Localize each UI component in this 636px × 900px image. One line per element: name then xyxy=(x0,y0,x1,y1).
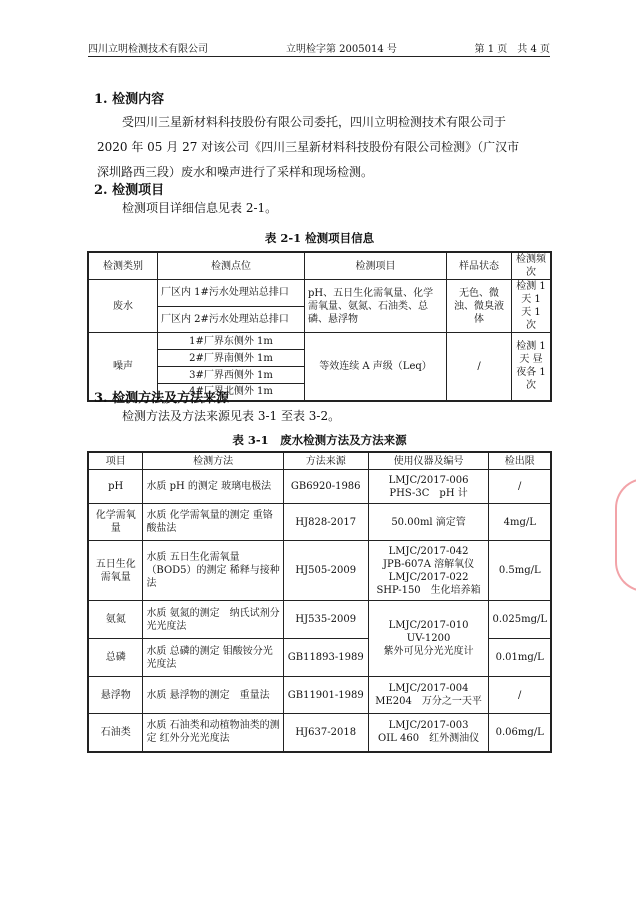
source-cell: HJ505-2009 xyxy=(283,541,368,601)
table-row xyxy=(88,714,551,752)
category-cell: 废水 xyxy=(88,280,158,333)
item-cell: pH xyxy=(88,470,143,504)
instrument-line: LMJC/2017-010 xyxy=(388,620,469,631)
freq-cell: 检测 1 天 昼夜各 1 次 xyxy=(512,333,552,401)
instrument-line: LMJC/2017-042 xyxy=(388,545,469,557)
point-cell: 4#厂界北侧外 1m xyxy=(158,384,305,401)
instrument-cell xyxy=(368,470,489,504)
instrument-line: LMJC/2017-006 xyxy=(388,474,469,486)
col-header: 样品状态 xyxy=(447,252,512,280)
method-cell: 水质 总磷的测定 钼酸铵分光光度法 xyxy=(143,639,283,677)
source-cell: HJ637-2018 xyxy=(283,714,368,752)
table-row xyxy=(88,677,551,714)
method-cell: 水质 石油类和动植物油类的测定 红外分光光度法 xyxy=(143,714,283,752)
col-header: 检测方法 xyxy=(143,452,283,470)
company-name: 四川立明检测技术有限公司 xyxy=(88,44,208,55)
table-row xyxy=(88,541,551,601)
section-1-line-3: 深圳路西三段）废水和噪声进行了采样和现场检测。 xyxy=(97,165,374,179)
instrument-line: OIL 460 红外测油仪 xyxy=(378,733,480,745)
col-header: 检测类别 xyxy=(88,252,158,280)
col-header: 使用仪器及编号 xyxy=(368,452,489,470)
limit-cell: / xyxy=(489,677,551,714)
item-cell: 总磷 xyxy=(88,639,143,677)
instrument-line: PHS-3C pH 计 xyxy=(389,487,468,499)
col-header: 检测项目 xyxy=(305,252,447,280)
section-1-title: 1. 检测内容 xyxy=(94,92,165,107)
source-cell: HJ535-2009 xyxy=(283,601,368,639)
limit-cell: / xyxy=(489,470,551,504)
items-cell: pH、五日生化需氧量、化学需氧量、氨氮、石油类、总磷、悬浮物 xyxy=(305,280,447,333)
point-cell: 3#厂界西侧外 1m xyxy=(158,367,305,384)
instrument-line: LMJC/2017-022 xyxy=(388,571,469,583)
table-2-1-title: 表 2-1 检测项目信息 xyxy=(264,231,375,245)
section-3-title: 3. 检测方法及方法来源 xyxy=(94,391,230,406)
instrument-cell xyxy=(368,714,489,752)
instrument-line: 50.00ml 滴定管 xyxy=(391,516,466,528)
items-cell: 等效连续 A 声级（Leq） xyxy=(305,333,447,401)
section-3-text: 检测方法及方法来源见表 3-1 至表 3-2。 xyxy=(122,409,341,423)
point-cell: 2#厂界南侧外 1m xyxy=(158,350,305,367)
source-cell: GB6920-1986 xyxy=(283,470,368,504)
page-header xyxy=(88,38,550,57)
source-cell: GB11893-1989 xyxy=(283,639,368,677)
col-header: 方法来源 xyxy=(283,452,368,470)
limit-cell: 0.025mg/L xyxy=(489,601,551,639)
limit-cell: 4mg/L xyxy=(489,504,551,541)
col-header: 检测点位 xyxy=(158,252,305,280)
instrument-line: JPB-607A 溶解氧仪 xyxy=(382,558,475,570)
table-3-1 xyxy=(87,451,552,753)
section-1-line-2: 2020 年 05 月 27 对该公司《四川三星新材料科技股份有限公司检测》（广汉市 xyxy=(97,140,520,154)
instrument-line: LMJC/2017-004 xyxy=(388,683,469,694)
source-cell: GB11901-1989 xyxy=(283,677,368,714)
category-cell: 噪声 xyxy=(88,333,158,401)
item-cell: 悬浮物 xyxy=(88,677,143,714)
state-cell: 无色、微浊、微臭液体 xyxy=(447,280,512,333)
limit-cell: 0.01mg/L xyxy=(489,639,551,677)
table-3-1-title: 表 3-1 废水检测方法及方法来源 xyxy=(232,433,407,447)
instrument-line: 紫外可见分光光度计 xyxy=(383,646,474,657)
section-2-title: 2. 检测项目 xyxy=(94,183,165,198)
method-cell: 水质 氨氮的测定 纳氏试剂分光光度法 xyxy=(143,601,283,639)
table-row xyxy=(88,601,551,639)
point-cell: 1#厂界东侧外 1m xyxy=(158,333,305,350)
item-cell: 化学需氧量 xyxy=(88,504,143,541)
instrument-line: UV-1200 xyxy=(406,633,451,644)
col-header: 项目 xyxy=(88,452,143,470)
item-cell: 五日生化需氧量 xyxy=(88,541,143,601)
instrument-cell xyxy=(368,677,489,714)
source-cell: HJ828-2017 xyxy=(283,504,368,541)
instrument-cell xyxy=(368,504,489,541)
state-cell: / xyxy=(447,333,512,401)
method-cell: 水质 化学需氧量的测定 重铬酸盐法 xyxy=(143,504,283,541)
instrument-cell xyxy=(368,541,489,601)
page-number: 第 1 页 共 4 页 xyxy=(474,44,550,55)
point-cell: 厂区内 1#污水处理站总排口 xyxy=(158,280,305,307)
instrument-line: LMJC/2017-003 xyxy=(388,720,469,732)
limit-cell: 0.06mg/L xyxy=(489,714,551,752)
red-stamp-partial xyxy=(615,478,636,592)
item-cell: 石油类 xyxy=(88,714,143,752)
col-header: 检出限 xyxy=(489,452,551,470)
method-cell: 水质 悬浮物的测定 重量法 xyxy=(143,677,283,714)
section-1-line-1: 受四川三星新材料科技股份有限公司委托，四川立明检测技术有限公司于 xyxy=(122,115,507,129)
instrument-line: SHP-150 生化培养箱 xyxy=(376,584,481,596)
section-2-text: 检测项目详细信息见表 2-1。 xyxy=(122,201,278,215)
report-number: 立明检字第 2005014 号 xyxy=(286,44,397,55)
method-cell: 水质 pH 的测定 玻璃电极法 xyxy=(143,470,283,504)
point-cell: 厂区内 2#污水处理站总排口 xyxy=(158,306,305,333)
limit-cell: 0.5mg/L xyxy=(489,541,551,601)
col-header: 检测频次 xyxy=(512,252,552,280)
table-2-1 xyxy=(87,251,552,402)
item-cell: 氨氮 xyxy=(88,601,143,639)
table-row xyxy=(88,504,551,541)
table-row xyxy=(88,470,551,504)
freq-cell: 检测 1 天 1 天 1 次 xyxy=(512,280,552,333)
instrument-cell xyxy=(368,601,489,677)
method-cell: 水质 五日生化需氧量（BOD5）的测定 稀释与接种法 xyxy=(143,541,283,601)
instrument-line: ME204 万分之一天平 xyxy=(375,696,482,707)
